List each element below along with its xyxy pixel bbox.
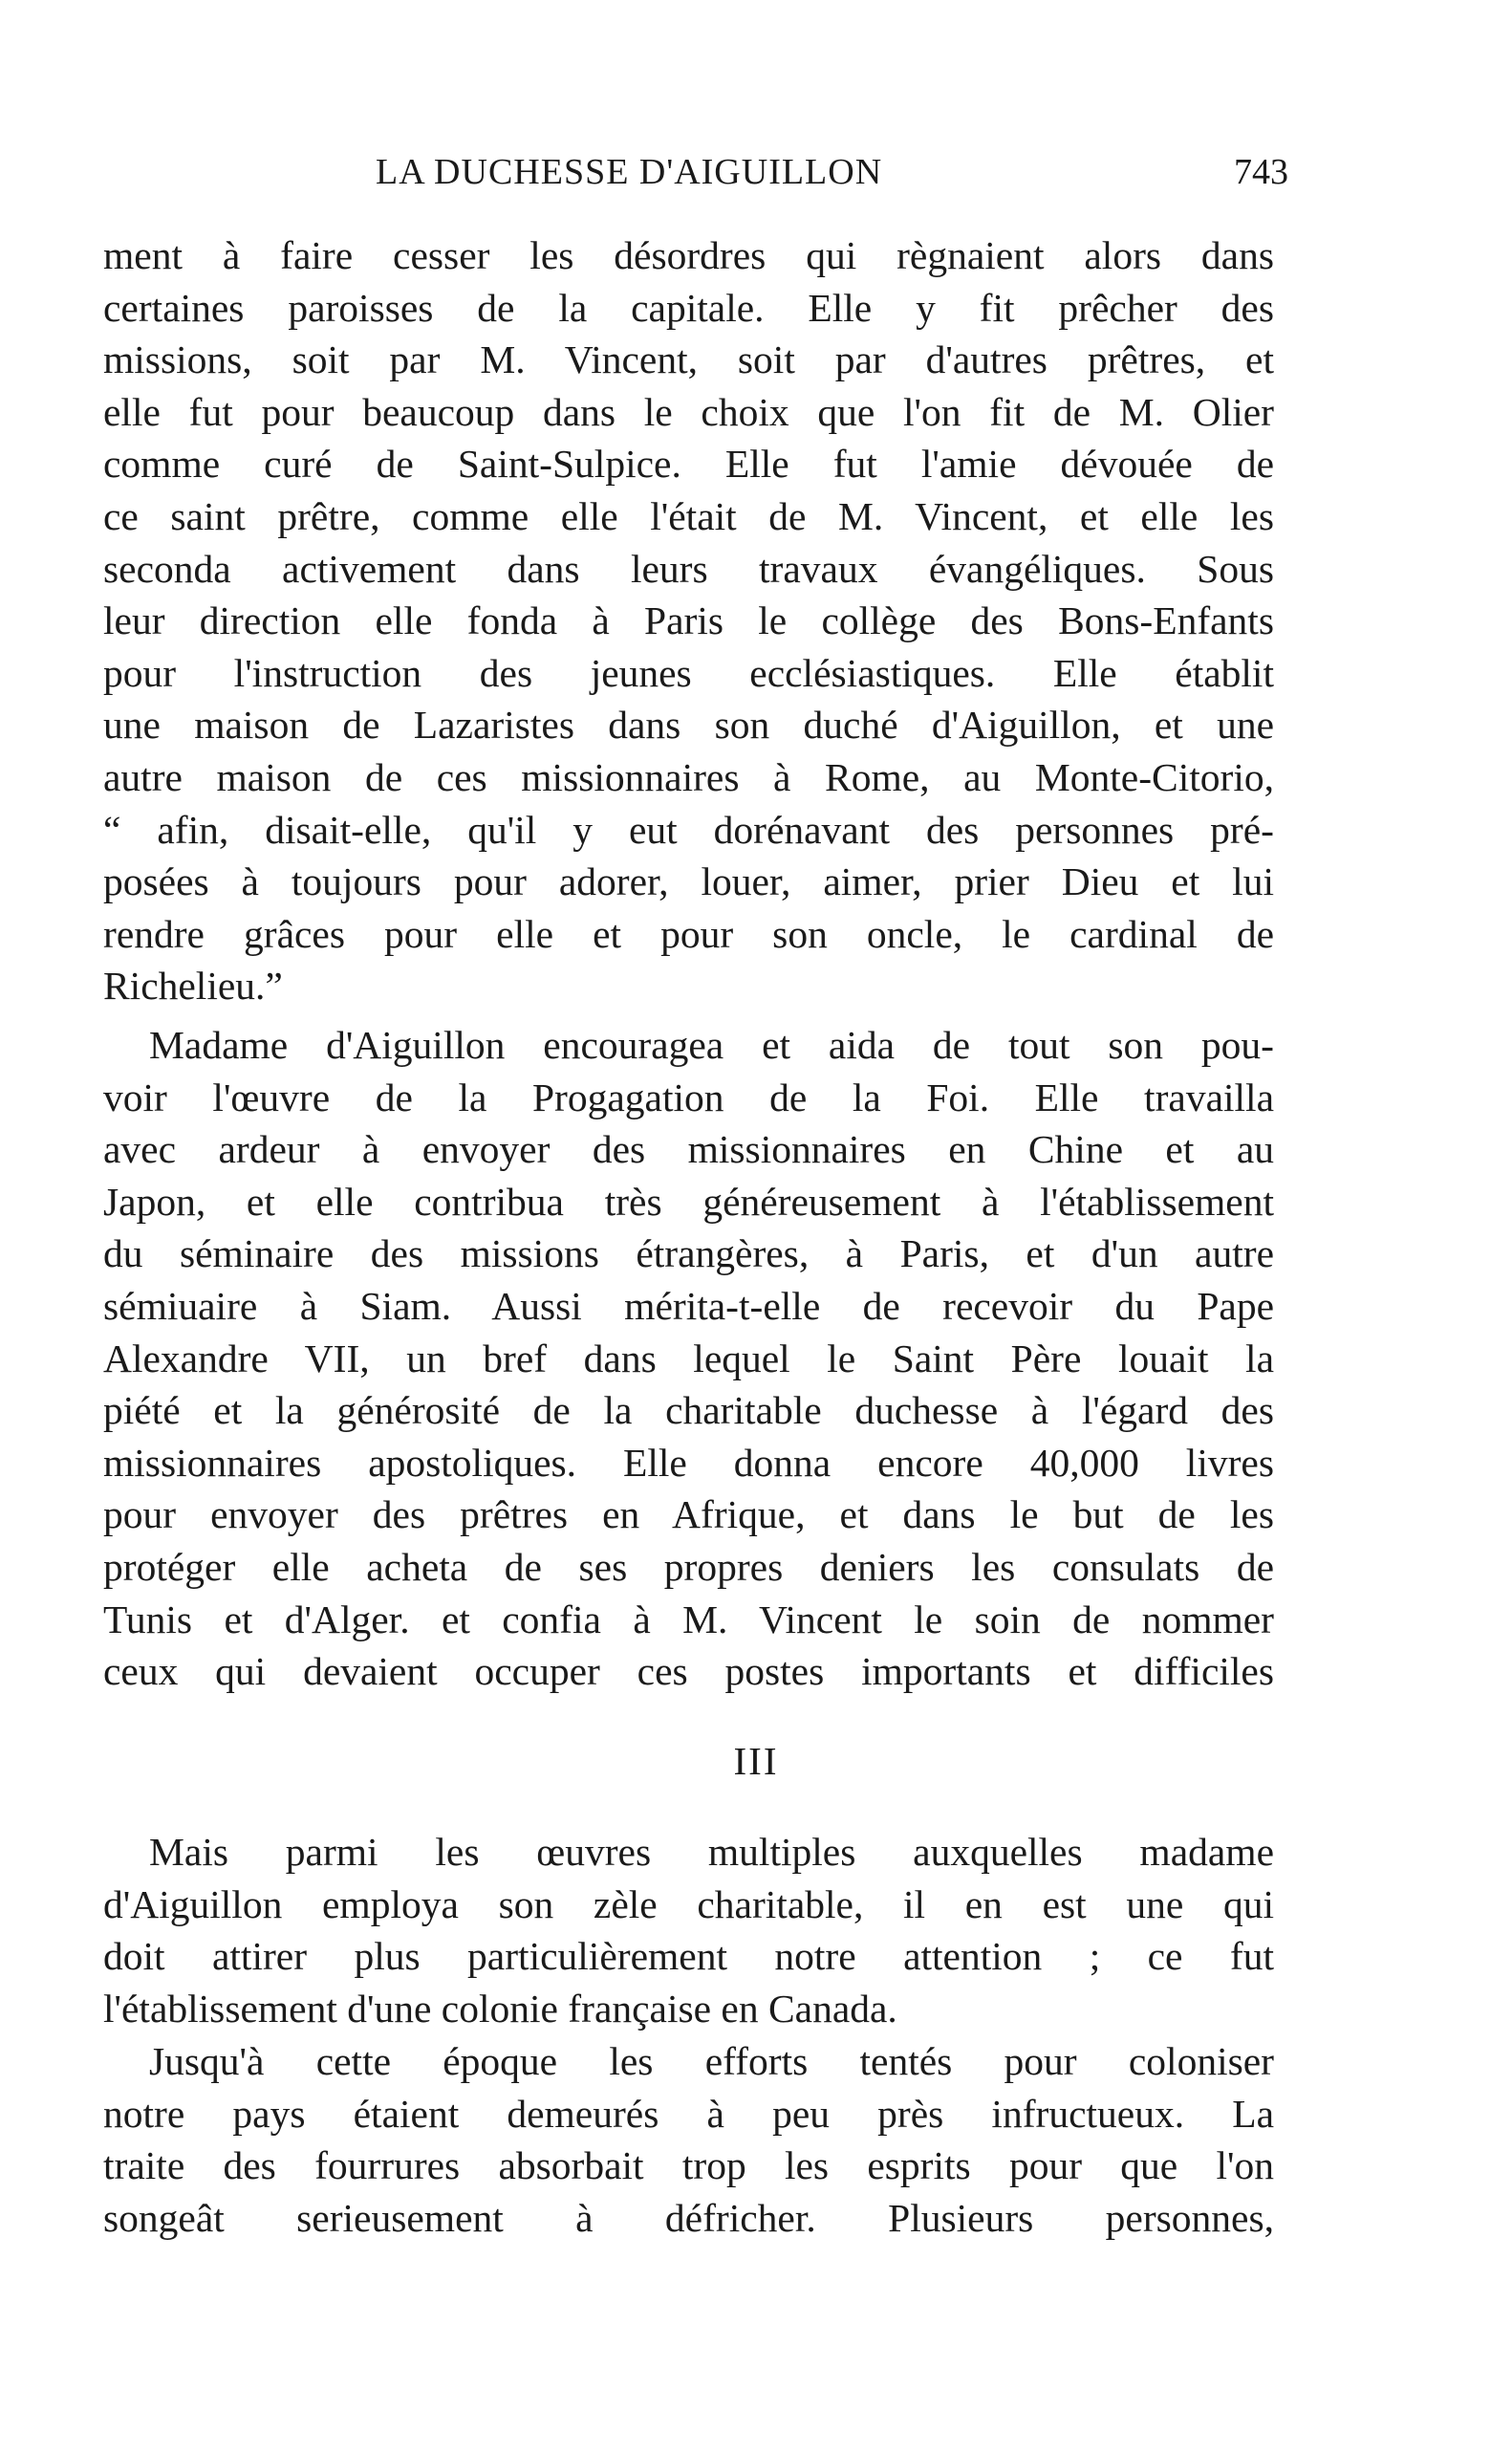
text-line: Japon, et elle contribua très généreusement à l'établissement bbox=[103, 1179, 1274, 1224]
text-line: seconda activement dans leurs travaux évangéliques. Sous bbox=[103, 546, 1274, 591]
text-line: ceux qui devaient occuper ces postes importants et difficiles bbox=[103, 1649, 1274, 1694]
text-line: missions, soit par M. Vincent, soit par d'autres prêtres, et bbox=[103, 337, 1274, 382]
text-line: voir l'œuvre de la Progagation de la Foi. Elle travailla bbox=[103, 1075, 1274, 1119]
text-line: Madame d'Aiguillon encouragea et aida de tout son pou- bbox=[149, 1023, 1274, 1067]
text-line: piété et la générosité de la charitable duchesse à l'égard des bbox=[103, 1388, 1274, 1433]
text-line: Tunis et d'Alger. et confia à M. Vincent le soin de nommer bbox=[103, 1597, 1274, 1641]
text-line: pour envoyer des prêtres en Afrique, et dans le but de les bbox=[103, 1492, 1274, 1537]
text-line: posées à toujours pour adorer, louer, aimer, prier Dieu et lui bbox=[103, 859, 1274, 904]
text-line: Alexandre VII, un bref dans lequel le Saint Père louait la bbox=[103, 1336, 1274, 1380]
paragraph-1 bbox=[103, 229, 1274, 1012]
text-line: doit attirer plus particulièrement notre attention ; ce fut bbox=[103, 1934, 1274, 1979]
paragraph-4 bbox=[103, 2035, 1274, 2244]
page-header bbox=[103, 151, 1288, 199]
text-line: elle fut pour beaucoup dans le choix que l'on fit de M. Olier bbox=[103, 389, 1274, 434]
text-line: comme curé de Saint-Sulpice. Elle fut l'amie dévouée de bbox=[103, 442, 1274, 487]
running-title: LA DUCHESSE D'AIGUILLON bbox=[376, 152, 883, 192]
section-heading: III bbox=[733, 1739, 779, 1783]
text-line: notre pays étaient demeurés à peu près infructueux. La bbox=[103, 2091, 1274, 2136]
text-line: certaines paroisses de la capitale. Elle y fit prêcher des bbox=[103, 285, 1274, 330]
paragraph-2 bbox=[103, 1019, 1274, 1698]
text-line: traite des fourrures absorbait trop les esprits pour que l'on bbox=[103, 2143, 1274, 2188]
text-line: “ afin, disait-elle, qu'il y eut dorénavant des personnes pré- bbox=[103, 807, 1274, 852]
text-line: songeât serieusement à défricher. Plusieurs personnes, bbox=[103, 2195, 1274, 2240]
text-line: Mais parmi les œuvres multiples auxquelles madame bbox=[149, 1830, 1274, 1874]
text-line: protéger elle acheta de ses propres deniers les consulats de bbox=[103, 1544, 1274, 1589]
text-line: l'établissement d'une colonie française en Canada. bbox=[103, 1986, 897, 2031]
text-line: Richelieu.” bbox=[103, 964, 283, 1009]
text-line: autre maison de ces missionnaires à Rome, au Monte-Citorio, bbox=[103, 754, 1274, 799]
paragraph-3 bbox=[103, 1826, 1274, 2034]
page-number: 743 bbox=[1234, 152, 1288, 192]
text-line: missionnaires apostoliques. Elle donna encore 40,000 livres bbox=[103, 1440, 1274, 1485]
text-line: pour l'instruction des jeunes ecclésiastiques. Elle établit bbox=[103, 650, 1274, 695]
text-line: leur direction elle fonda à Paris le collège des Bons-Enfants bbox=[103, 598, 1274, 643]
text-line: d'Aiguillon employa son zèle charitable, il en est une qui bbox=[103, 1881, 1274, 1926]
text-line: une maison de Lazaristes dans son duché d'Aiguillon, et une bbox=[103, 703, 1274, 748]
text-line: avec ardeur à envoyer des missionnaires en Chine et au bbox=[103, 1127, 1274, 1172]
text-line: du séminaire des missions étrangères, à Paris, et d'un autre bbox=[103, 1231, 1274, 1276]
text-line: sémiuaire à Siam. Aussi mérita-t-elle de recevoir du Pape bbox=[103, 1283, 1274, 1328]
text-line: rendre grâces pour elle et pour son oncle, le cardinal de bbox=[103, 911, 1274, 956]
text-line: ment à faire cesser les désordres qui règnaient alors dans bbox=[103, 233, 1274, 277]
text-line: ce saint prêtre, comme elle l'était de M. Vincent, et elle les bbox=[103, 493, 1274, 538]
text-line: Jusqu'à cette époque les efforts tentés pour coloniser bbox=[149, 2039, 1274, 2083]
